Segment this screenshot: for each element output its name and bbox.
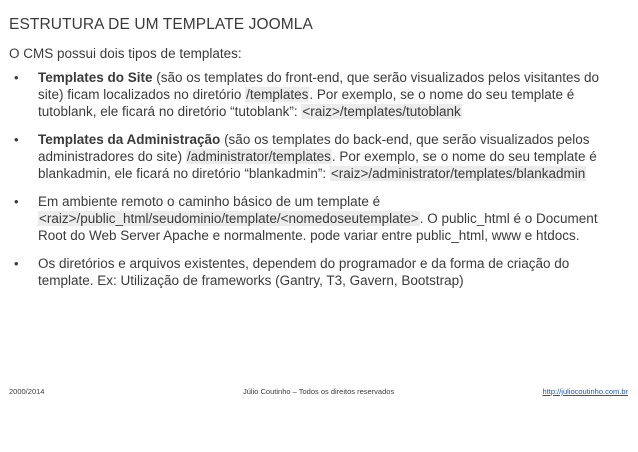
- footer-link[interactable]: http://juliocoutinho.com.br: [542, 387, 628, 396]
- bullet-heading: Templates do Site: [38, 70, 153, 85]
- bullet-text: (são os templates do front-end, que serão visualizados pelos visitantes do site) ficam localizados no diretório: [38, 70, 600, 102]
- bullet-item: [12, 69, 620, 120]
- path-highlight: <raiz>/public_html/seudominio/template/<nomedoseutemplate>: [39, 211, 419, 226]
- bullet-heading: Templates da Administração: [38, 132, 221, 147]
- bullet-dot-icon: •: [14, 132, 19, 147]
- bullet-item: [12, 193, 620, 244]
- bullet-item: [12, 131, 620, 182]
- bullet-dot-icon: •: [14, 70, 19, 85]
- path-highlight: /templates: [246, 87, 309, 102]
- slide-title: ESTRUTURA DE UM TEMPLATE JOOMLA: [9, 16, 313, 33]
- bullet-dot-icon: •: [14, 194, 19, 209]
- bullet-text: . Por exemplo, se o nome do seu template é tutoblank, ele ficará no diretório “tutoblank”:: [38, 87, 575, 119]
- path-highlight: /administrator/templates: [186, 149, 331, 164]
- bullet-text: (são os templates do back-end, que serão visualizados pelos administradores do site): [38, 132, 590, 164]
- footer-date: 2000/2014: [9, 387, 45, 396]
- path-highlight: <raiz>/administrator/templates/blankadmin: [330, 166, 586, 181]
- bullet-text: Em ambiente remoto o caminho básico de um template é: [38, 194, 381, 209]
- path-highlight: <raiz>/templates/tutoblank: [302, 104, 461, 119]
- bullet-list: [12, 69, 620, 300]
- footer: [0, 387, 638, 401]
- footer-copyright: Júlio Coutinho – Todos os direitos reservados: [243, 387, 395, 396]
- bullet-item: [12, 255, 620, 289]
- intro-text: O CMS possui dois tipos de templates:: [9, 46, 242, 61]
- bullet-text: . O public_html é o Document Root do Web Server Apache e normalmente. pode variar entre public_html, www e htdocs.: [38, 211, 598, 243]
- bullet-dot-icon: •: [14, 256, 19, 271]
- bullet-text: Os diretórios e arquivos existentes, dependem do programador e da forma de criação do template. Ex: Utilização de frameworks (Gantry, T3, Gavern, Bootstrap): [38, 256, 570, 288]
- bullet-text: . Por exemplo, se o nome do seu template é blankadmin, ele ficará no diretório “blankadmin”:: [38, 149, 597, 181]
